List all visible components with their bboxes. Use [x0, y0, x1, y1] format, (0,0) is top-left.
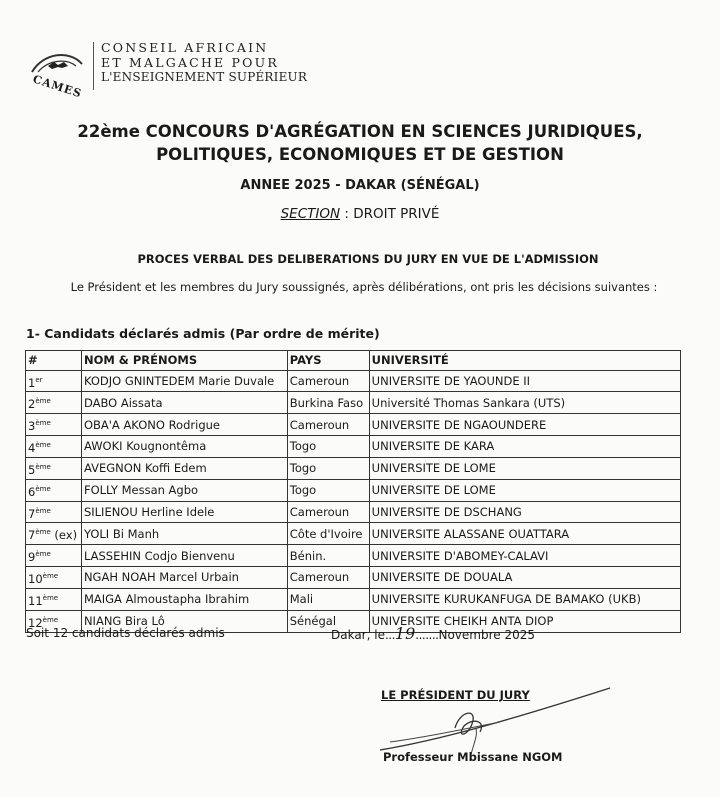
- table-row: [26, 370, 681, 392]
- cell-name: AVEGNON Koffi Edem: [81, 457, 287, 479]
- rank-sup: er: [35, 375, 43, 384]
- admitted-summary: Soit 12 candidats déclarés admis: [26, 626, 225, 640]
- cell-name: FOLLY Messan Agbo: [81, 479, 287, 501]
- table-row: [26, 436, 681, 458]
- rank-number: 1: [28, 375, 36, 390]
- cell-name: AWOKI Kougnontêma: [81, 436, 287, 458]
- rank-sup: ème: [35, 528, 51, 537]
- cell-country: Cameroun: [287, 567, 369, 589]
- header-country: PAYS: [287, 351, 369, 371]
- rank-number: 6: [28, 484, 36, 499]
- date-suffix: Novembre 2025: [438, 628, 535, 642]
- intro-text: Le Président et les membres du Jury soussignés, après délibérations, ont pris les décisions suivantes :: [70, 280, 658, 294]
- cell-university: UNIVERSITE DE LOME: [369, 457, 680, 479]
- cell-country: Cameroun: [287, 414, 369, 436]
- date-line: Dakar, le...19.......Novembre 2025: [331, 624, 535, 643]
- rank-sup: ème: [42, 615, 59, 624]
- cell-rank: [26, 370, 82, 392]
- cell-university: UNIVERSITE DE DOUALA: [369, 567, 680, 589]
- section-line: [0, 206, 720, 222]
- cell-university: UNIVERSITE KURUKANFUGA DE BAMAKO (UKB): [369, 588, 680, 610]
- org-line-3: L'ENSEIGNEMENT SUPÉRIEUR: [101, 70, 308, 84]
- table-body: [26, 370, 681, 632]
- cell-country: Côte d'Ivoire: [287, 523, 369, 545]
- cell-university: UNIVERSITE CHEIKH ANTA DIOP: [369, 610, 680, 632]
- title-line-2: POLITIQUES, ECONOMIQUES ET DE GESTION: [156, 145, 564, 164]
- org-line-2: ET MALGACHE POUR: [101, 55, 279, 70]
- rank-sup: ème: [35, 484, 51, 493]
- cell-rank: [26, 457, 82, 479]
- table-row: [26, 414, 681, 436]
- rank-number: 7: [28, 528, 36, 543]
- cell-university: UNIVERSITE D'ABOMEY-CALAVI: [369, 545, 680, 567]
- logo-text: CAMES: [31, 72, 84, 101]
- president-name: Professeur Mbissane NGOM: [383, 750, 563, 764]
- rank-number: 10: [28, 571, 43, 586]
- cell-country: Togo: [287, 479, 369, 501]
- cell-country: Mali: [287, 588, 369, 610]
- organization-name: [101, 40, 307, 85]
- cell-rank: [26, 479, 82, 501]
- cell-country: Cameroun: [287, 501, 369, 523]
- rank-number: 5: [28, 462, 36, 477]
- rank-sup: ème: [42, 572, 59, 581]
- cell-name: OBA'A AKONO Rodrigue: [81, 414, 287, 436]
- document-title: [0, 120, 720, 166]
- title-line-1: 22ème CONCOURS D'AGRÉGATION EN SCIENCES JURIDIQUES,: [77, 122, 643, 141]
- table-row: [26, 567, 681, 589]
- cell-university: UNIVERSITE DE LOME: [369, 479, 680, 501]
- cell-university: UNIVERSITE DE KARA: [369, 436, 680, 458]
- cell-rank: [26, 414, 82, 436]
- rank-sup: ème: [35, 506, 51, 515]
- cell-country: Togo: [287, 436, 369, 458]
- rank-number: 4: [28, 440, 36, 455]
- cell-university: UNIVERSITE DE DSCHANG: [369, 501, 680, 523]
- cell-rank: [26, 436, 82, 458]
- cell-country: Burkina Faso: [287, 392, 369, 414]
- list-heading: 1- Candidats déclarés admis (Par ordre de mérite): [26, 326, 380, 341]
- year-line: ANNEE 2025 - DAKAR (SÉNÉGAL): [240, 178, 480, 193]
- cell-rank: [26, 501, 82, 523]
- results-table: [25, 350, 681, 633]
- rank-sup: ème: [35, 462, 51, 471]
- rank-sup: ème: [35, 397, 51, 406]
- table-row: [26, 457, 681, 479]
- table-header-row: [26, 351, 681, 371]
- president-title: LE PRÉSIDENT DU JURY: [381, 688, 530, 702]
- header-university: UNIVERSITÉ: [369, 351, 680, 371]
- rank-number: 3: [28, 419, 36, 434]
- rank-number: 9: [28, 550, 36, 565]
- table-row: [26, 392, 681, 414]
- rank-sup: ème: [35, 441, 51, 450]
- cell-country: Cameroun: [287, 370, 369, 392]
- cell-rank: [26, 392, 82, 414]
- cell-name: NIANG Bira Lô: [81, 610, 287, 632]
- header-divider: [93, 42, 94, 90]
- cell-name: MAIGA Almoustapha Ibrahim: [81, 588, 287, 610]
- rank-number: 2: [28, 397, 36, 412]
- rank-suffix: (ex): [50, 528, 78, 543]
- table-row: [26, 479, 681, 501]
- table-row: [26, 501, 681, 523]
- cell-rank: [26, 545, 82, 567]
- cell-university: UNIVERSITE DE YAOUNDE II: [369, 370, 680, 392]
- date-prefix: Dakar, le: [331, 628, 385, 642]
- cell-name: SILIENOU Herline Idele: [81, 501, 287, 523]
- rank-number: 7: [28, 506, 36, 521]
- cell-rank: [26, 523, 82, 545]
- cell-country: Sénégal: [287, 610, 369, 632]
- date-day: 19: [394, 624, 416, 643]
- cell-country: Bénin.: [287, 545, 369, 567]
- cell-name: DABO Aissata: [81, 392, 287, 414]
- cell-name: NGAH NOAH Marcel Urbain: [81, 567, 287, 589]
- section-label: SECTION: [280, 206, 341, 222]
- rank-number: 11: [28, 593, 43, 608]
- cell-university: UNIVERSITE DE NGAOUNDERE: [369, 414, 680, 436]
- cell-university: Université Thomas Sankara (UTS): [369, 392, 680, 414]
- pv-title: PROCES VERBAL DES DELIBERATIONS DU JURY EN VUE DE L'ADMISSION: [137, 252, 599, 266]
- cell-rank: [26, 588, 82, 610]
- table-row: [26, 545, 681, 567]
- cell-country: Togo: [287, 457, 369, 479]
- org-line-1: CONSEIL AFRICAIN: [101, 40, 269, 55]
- rank-number: 12: [28, 615, 43, 630]
- header-name: NOM & PRÉNOMS: [81, 351, 287, 371]
- cell-name: KODJO GNINTEDEM Marie Duvale: [81, 370, 287, 392]
- section-value: : DROIT PRIVÉ: [340, 206, 440, 222]
- rank-sup: ème: [35, 419, 51, 428]
- rank-sup: ème: [35, 550, 51, 559]
- cell-name: YOLI Bi Manh: [81, 523, 287, 545]
- header-rank: #: [26, 351, 82, 371]
- table-row: [26, 523, 681, 545]
- table-row: [26, 588, 681, 610]
- cell-rank: [26, 567, 82, 589]
- rank-sup: ème: [42, 593, 59, 602]
- cell-university: UNIVERSITE ALASSANE OUATTARA: [369, 523, 680, 545]
- cell-name: LASSEHIN Codjo Bienvenu: [81, 545, 287, 567]
